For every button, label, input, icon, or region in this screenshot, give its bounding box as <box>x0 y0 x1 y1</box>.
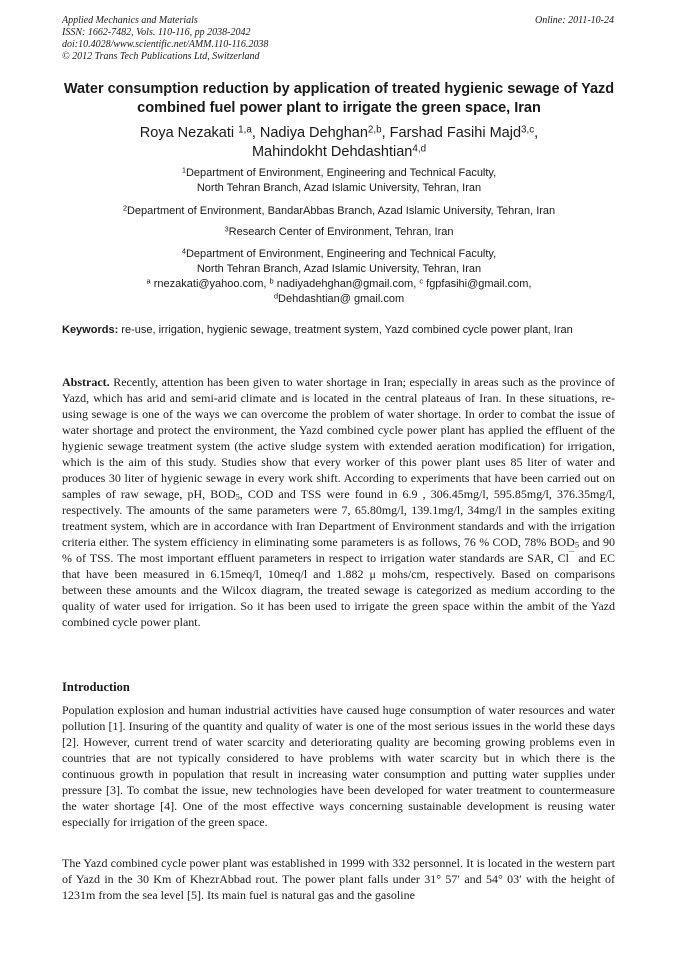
online-date: Online: 2011-10-24 <box>535 15 614 26</box>
abstract <box>62 374 615 630</box>
email-marker: b <box>269 276 274 286</box>
keywords <box>62 323 615 338</box>
author-affil-marker: 2,b <box>367 124 382 136</box>
affil-number: 2 <box>122 203 127 213</box>
author-list <box>40 124 638 162</box>
doi-line: doi:10.4028/www.scientific.net/AMM.110-116.2038 <box>62 39 269 50</box>
author-affil-marker: 4,d <box>412 143 427 155</box>
email-address: rnezakati@yahoo.com, <box>150 278 270 290</box>
abstract-label: Abstract. <box>62 375 110 389</box>
affil-text: Department of Environment, Engineering and Technical Faculty, <box>185 167 497 179</box>
journal-meta <box>62 15 268 63</box>
email-address: Dehdashtian@ gmail.com <box>278 293 405 305</box>
author-affil-marker: 3,c <box>521 124 535 136</box>
email-marker: a <box>146 276 151 286</box>
email-address: fgpfasihi@gmail.com, <box>423 278 532 290</box>
abstract-text: Recently, attention has been given to water shortage in Iran; especially in areas such as the province of Yazd, which has arid and semi-arid climate and is located in the central plateaus of Iran. In these situations, re-using sewage is one of the ways we can overcome the problem of water shortage. In order to combat the issue of water shortage and protect the environment, the Yazd combined cycle power plant has applied the effluent of the hygienic sewage treatment system (the active sludge system with extended aeration modification) for irrigation, which is the aim of this study. Studies show that every worker of this power plant uses 85 liter of water and produces 30 liter of hygienic sewage in every work shift. According to experiments that have been carried out on samples of raw sewage, pH, BOD <box>62 375 615 501</box>
keywords-label: Keywords: <box>62 324 119 336</box>
author-name: Farshad Fasihi Majd <box>389 125 522 141</box>
abstract-text: , COD and TSS were found in 6.9 , 306.45mg/l, 595.85mg/l, 376.35mg/l, respectively. The amounts of the same parameters were 7, 65.80mg/l, 139.1mg/l, 34mg/l in the samples exiting treatment system, which are in accordance with Iran Department of Environment standards and with the irrigation criteria either. The system efficiency in eliminating some parameters is as follows, 76 % COD, 78% BOD <box>62 487 615 549</box>
affiliation-3 <box>30 225 648 240</box>
author-separator: , <box>251 125 260 141</box>
subscript: 5 <box>235 492 240 502</box>
copyright-line: © 2012 Trans Tech Publications Ltd, Switzerland <box>62 51 260 62</box>
affil-text: Research Center of Environment, Tehran, Iran <box>228 226 454 238</box>
affil-text: North Tehran Branch, Azad Islamic University, Tehran, Iran <box>196 263 482 275</box>
email-marker: d <box>273 291 279 301</box>
issn-line: ISSN: 1662-7482, Vols. 110-116, pp 2038-2042 <box>62 27 251 38</box>
author-separator: , <box>534 125 539 141</box>
affiliation-4 <box>30 247 648 307</box>
affil-number: 4 <box>181 246 186 256</box>
email-marker: c <box>419 276 424 286</box>
subscript: 5 <box>574 540 580 550</box>
email-address: nadiyadehghan@gmail.com, <box>273 278 420 290</box>
abstract-text: and 90 % of TSS. The most important effluent parameters in respect to irrigation water standards are SAR, Cl <box>62 535 615 565</box>
superscript: ‾‾ <box>568 551 575 561</box>
author-name: Roya Nezakati <box>139 125 239 141</box>
affil-number: 3 <box>224 224 229 234</box>
section-heading: Introduction <box>62 680 130 694</box>
affil-number: 1 <box>181 165 186 175</box>
paper-title: Water consumption reduction by application of treated hygienic sewage of Yazd combined fuel power plant to irrigate the green space, Iran <box>63 81 615 116</box>
affil-text: North Tehran Branch, Azad Islamic University, Tehran, Iran <box>196 182 482 194</box>
abstract-text: and EC that have been measured in 6.15meq/l, 10meq/l and 1.882 μ mohs/cm, respectively. Based on comparisons between these amounts and the Wilcox diagram, the treated sewage is categorized as medium according to the quality of water used for irrigation. So it has been used to irrigate the green space within the ambit of the Yazd combined cycle power plant. <box>62 551 615 629</box>
affiliation-2 <box>30 204 648 219</box>
intro-paragraph-1: Population explosion and human industrial activities have caused huge consumption of water resources and water pollution [1]. Insuring of the quantity and quality of water is one of the most serious issues in the world these days [2]. However, current trend of water scarcity and deteriorating quality are becoming growing problems even in countries that are not typically considered to have problems with water scarcity but in which there is the continuous growth in population that result in increasing water consumption and putting water supplies under pressure [3]. To combat the issue, new technologies have been developed for water treatment to countermeasure the water shortage [4]. One of the most effective ways concerning sustainable development is reusing water especially for irrigation of the green space. <box>62 703 615 829</box>
affil-text: Department of Environment, BandarAbbas Branch, Azad Islamic University, Tehran, Iran <box>126 205 556 217</box>
journal-name: Applied Mechanics and Materials <box>62 15 198 26</box>
author-affil-marker: 1,a <box>238 124 252 136</box>
intro-paragraph-2: The Yazd combined cycle power plant was established in 1999 with 332 personnel. It is located in the western part of Yazd in the 30 Km of KhezrAbbad rout. The power plant falls under 31° 57′ and 54° 03′ with the height of 1231m from the sea level [5]. Its main fuel is natural gas and the gasoline <box>62 856 615 902</box>
author-separator: , <box>381 125 390 141</box>
author-name: Mahindokht Dehdashtian <box>251 144 413 160</box>
keywords-text: re-use, irrigation, hygienic sewage, treatment system, Yazd combined cycle power plant, Iran <box>118 324 573 336</box>
author-name: Nadiya Dehghan <box>259 125 368 141</box>
affiliation-1 <box>30 166 648 196</box>
affil-text: Department of Environment, Engineering and Technical Faculty, <box>185 248 497 260</box>
